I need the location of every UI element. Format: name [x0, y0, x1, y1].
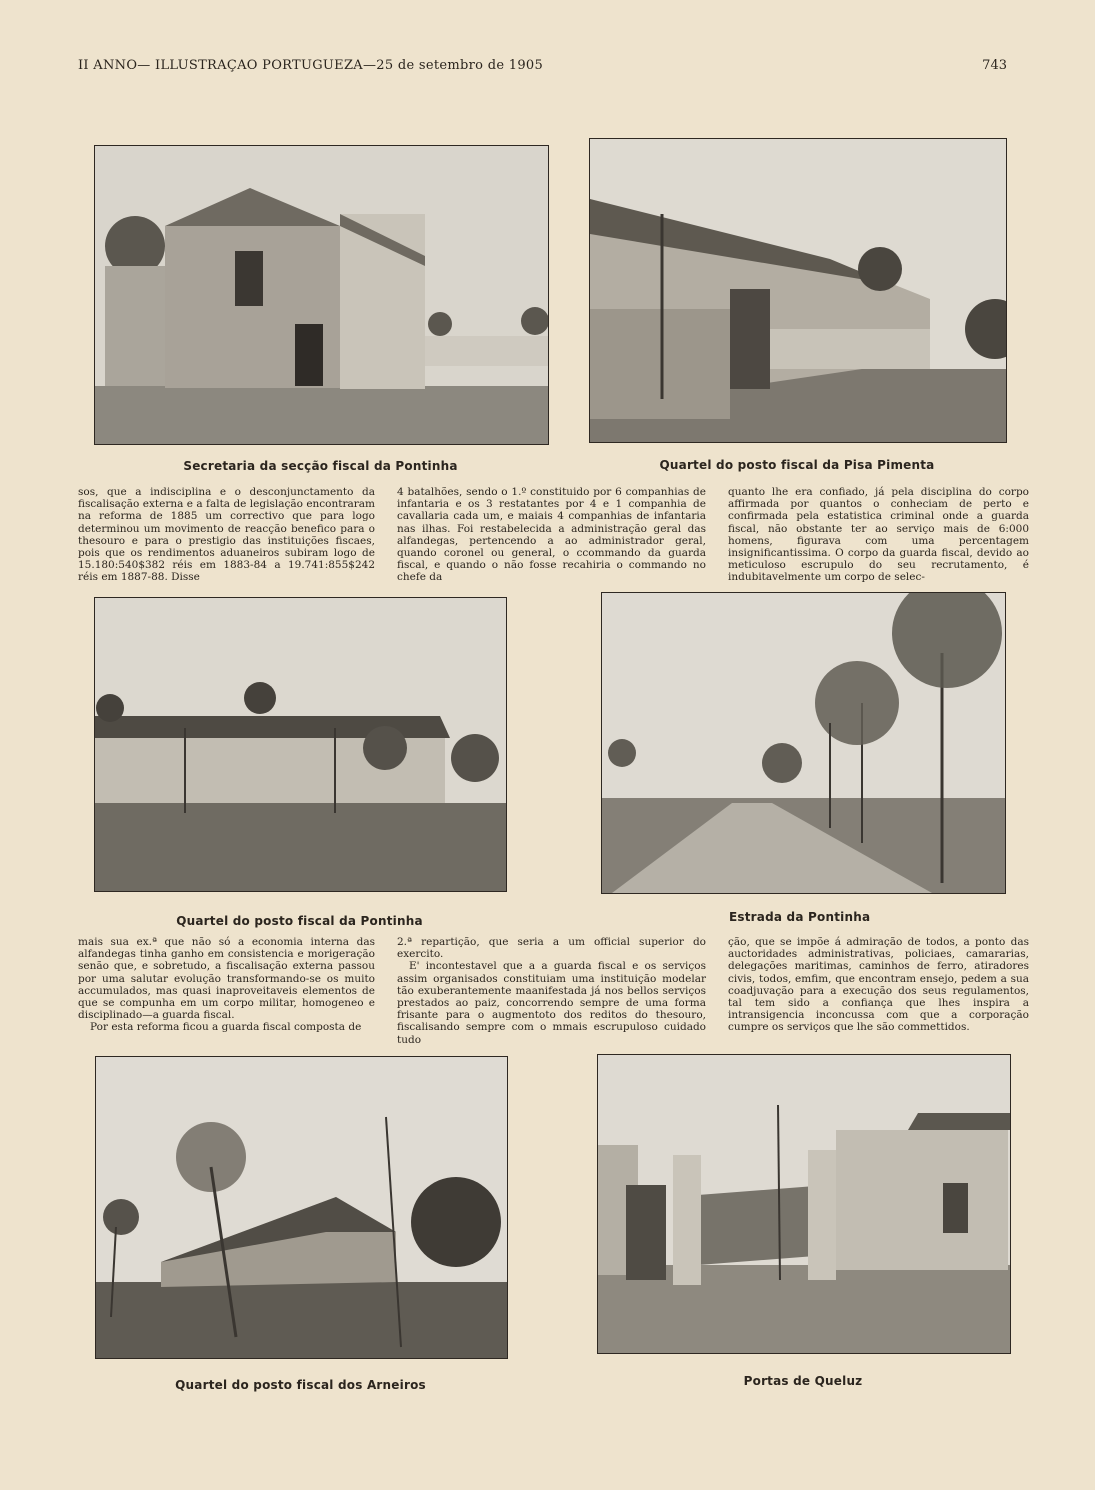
photo-quartel-pontinha [94, 597, 507, 892]
paragraph: quanto lhe era confiado, já pela disciplina do corpo affirmada por quantos o conheciam de perto e confirmada pela estatistica criminal onde a guarda fiscal, não obstante ter ao serviço mais de 6:000 homens, figurava com uma percentagem insignificantissima. O corpo da guarda fiscal, devido ao meticuloso escrupulo do seu recrutamento, é indubitavelmente um corpo de selec- [728, 486, 1029, 584]
text-upper-col3 [728, 486, 1029, 584]
paragraph: mais sua ex.ª que não só a economia interna das alfandegas tinha ganho em consistencia e morigeração senão que, e sobretudo, a fiscalisação externa passou por uma salutar evolução transformando-se os muito accumulados, mas quasi inaproveitaveis elementos de que se compunha em um corpo militar, homogeneo e disciplinado—a guarda fiscal. [78, 936, 375, 1022]
photo-estrada-pontinha [601, 592, 1006, 894]
header-title: II ANNO— ILLUSTRAÇAO PORTUGUEZA—25 de setembro de 1905 [78, 58, 544, 73]
caption-secretaria-pontinha: Secretaria da secção fiscal da Pontinha [183, 459, 458, 473]
caption-estrada-pontinha: Estrada da Pontinha [729, 910, 871, 924]
text-upper-col2 [397, 486, 706, 584]
caption-quartel-arneiros: Quartel do posto fiscal dos Arneiros [175, 1378, 426, 1392]
paragraph: ção, que se impõe á admiração de todos, a ponto das auctoridades administrativas, policiaes, camararias, delegações maritimas, caminhos de ferro, atiradores civis, todos, emfim, que encontram ensejo, pedem a sua coadjuvação para a execução dos seus regulamentos, tal tem sido a confiança que lhes inspira a intransigencia inconcussa com que a corporação cumpre os serviços que lhe são commettidos. [728, 936, 1029, 1034]
photo-secretaria-pontinha [94, 145, 549, 445]
paragraph: Por esta reforma ficou a guarda fiscal composta de [90, 1021, 362, 1034]
photo-quartel-arneiros [95, 1056, 508, 1359]
page-number: 743 [982, 58, 1007, 73]
text-lower-col2 [397, 936, 706, 1046]
caption-portas-queluz: Portas de Queluz [743, 1374, 863, 1388]
text-lower-col1 [78, 936, 375, 1034]
page-header [78, 58, 1007, 78]
paragraph: 4 batalhões, sendo o 1.º constituido por 6 companhias de infantaria e os 3 restatantes por 4 e 1 companhia de cavallaria cada um, e maiais 4 companhias de infantaria nas ilhas. Foi restabelecida a administração geral das alfandegas, pertencendo a ao administrador geral, quando coronel ou general, o ccommando da guarda fiscal, e quando o não fosse recahiria o commando no chefe da [397, 486, 706, 584]
caption-quartel-pontinha: Quartel do posto fiscal da Pontinha [176, 914, 423, 928]
paragraph: 2.ª repartição, que seria a um official superior do exercito. [397, 936, 706, 961]
photo-pisa-pimenta [589, 138, 1007, 443]
paragraph: E' incontestavel que a a guarda fiscal e os serviços assim organisados constituiam uma instituição modelar tão exuberantemente maanifestada já nos bellos serviços prestados ao paiz, concorrendo sempre de uma forma frisante para o augmentoto dos reditos do thesouro, fiscalisando sempre com o mmais escrupuloso cuidado tudo [397, 960, 706, 1046]
text-upper-col1 [78, 486, 375, 584]
caption-pisa-pimenta: Quartel do posto fiscal da Pisa Pimenta [659, 458, 935, 472]
photo-portas-queluz [597, 1054, 1011, 1354]
text-lower-col3 [728, 936, 1029, 1034]
paragraph: sos, que a indisciplina e o desconjunctamento da fiscalisação externa e a falta de legislação encontraram na reforma de 1885 um correctivo que para logo determinou um movimento de reacção benefico para o thesouro e para o prestigio das instituições fiscaes, pois que os rendimentos aduaneiros subiram logo de 15.180:540$382 réis em 1883-84 a 19.741:855$242 réis em 1887-88. Disse [78, 486, 375, 584]
